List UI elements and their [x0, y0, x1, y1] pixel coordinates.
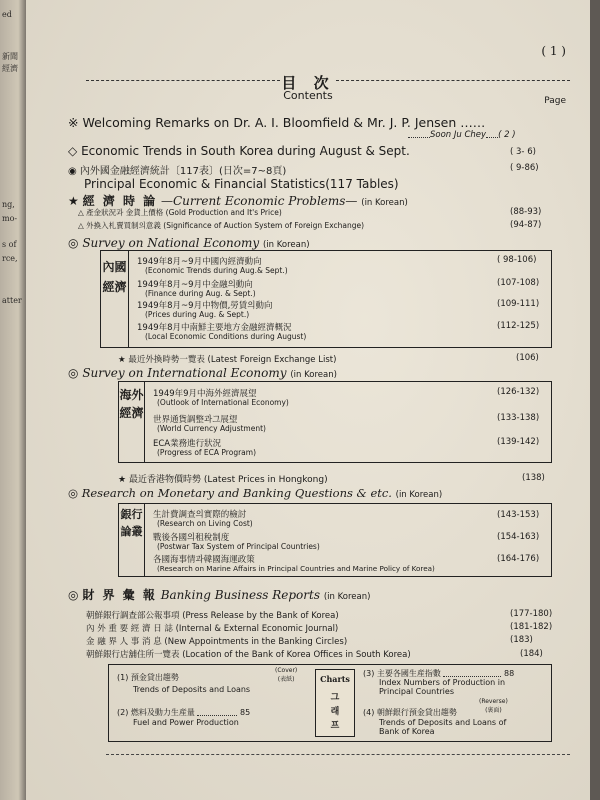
international-item: 1949年9月中海外經濟展望 — [153, 389, 257, 399]
statistics-english: Principal Economic & Financial Statistics(117 Tables) — [84, 177, 399, 191]
circle-bullet-icon: ◎ — [68, 588, 79, 602]
international-item: ECA業務進行狀況 — [153, 439, 222, 449]
chart-item-1 — [117, 672, 179, 683]
national-side-label: 內國經濟 — [101, 251, 129, 347]
adjacent-fragment: 新聞 — [2, 52, 18, 61]
triangle-icon: △ — [78, 208, 84, 217]
banking-item: 朝鮮銀行調查部公報事項 (Press Release by the Bank of Korea) — [86, 611, 339, 621]
chart-kr: 朝鮮銀行預金貸出趨勢 — [376, 708, 457, 717]
entry-page: (94-87) — [510, 220, 542, 230]
adjacent-fragment: rce, — [2, 254, 18, 263]
star-icon: ★ — [118, 355, 126, 365]
toc-entry-welcoming — [68, 115, 485, 130]
adjacent-fragment: mo- — [2, 214, 18, 223]
banking-item: 金 融 界 人 事 消 息 (New Appointments in the Banking Circles) — [86, 637, 348, 647]
entry-page: (139-142) — [497, 437, 540, 447]
diamond-icon: ◇ — [68, 144, 78, 158]
star-icon: ★ — [68, 194, 79, 208]
charts-box — [108, 664, 552, 742]
chart-kr: 預金貸出趨勢 — [130, 673, 179, 682]
research-item: 生計費調查의實際的檢討 — [153, 510, 247, 520]
entry-page: (106) — [516, 353, 539, 363]
entry-page: ( 2 ) — [498, 130, 516, 140]
section-lang: (in Korean) — [262, 240, 310, 250]
chart-number: (3) — [363, 669, 375, 678]
national-item-en: (Economic Trends during Aug.& Sept.) — [145, 266, 288, 275]
chart-note-kr: (裏面) — [485, 707, 502, 714]
research-box — [118, 503, 552, 577]
circle-bullet-icon: ◎ — [68, 236, 79, 250]
author-name: Soon Ju Chey — [430, 130, 487, 140]
entry-page: (112-125) — [497, 321, 540, 331]
adjacent-fragment: 經濟 — [2, 64, 18, 73]
adjacent-fragment: atter — [2, 296, 22, 305]
star-icon: ★ — [118, 475, 127, 485]
charts-label: Charts — [320, 674, 350, 684]
toc-subtitle: Contents — [283, 89, 333, 102]
entry-text: —Current Economic Problems— — [160, 194, 358, 208]
toc-entry-statistics — [68, 162, 286, 177]
chart-note-en: (Reverse) — [479, 698, 508, 705]
national-item: 1949年8月~9月中物價,勞賃의動向 — [137, 301, 273, 311]
section-title: Survey on International Economy — [82, 366, 287, 380]
chart-title-en: Bank of Korea — [379, 727, 435, 736]
entry-page: ( 98-106) — [497, 255, 537, 265]
charts-kr: 프 — [330, 721, 340, 731]
chart-kr: 主要各國生産指數 — [376, 669, 441, 678]
international-item: 世界通貨調整과그展望 — [153, 415, 238, 425]
chart-note — [275, 667, 297, 683]
chart-page: 88 — [503, 669, 515, 678]
chart-title-en: Index Numbers of Production in — [379, 678, 506, 687]
chart-item-4 — [363, 707, 457, 718]
entry-kr: 經 濟 時 論 — [82, 194, 158, 208]
section-title: Research on Monetary and Banking Questions & etc. — [81, 486, 392, 500]
research-item-en: (Research on Living Cost) — [157, 519, 253, 528]
adjacent-fragment: ng, — [2, 200, 15, 209]
charts-center-badge — [315, 669, 355, 737]
entry-page: (164-176) — [497, 554, 540, 564]
toc-subentry — [78, 207, 282, 218]
research-item-en: (Postwar Tax System of Principal Countries) — [157, 542, 320, 551]
entry-page: (184) — [520, 649, 543, 659]
section-heading-international — [68, 366, 337, 380]
national-box — [100, 250, 552, 348]
entry-text: Economic Trends in South Korea during August & Sept. — [81, 144, 410, 158]
toc-title: 目 次 — [281, 74, 335, 92]
banking-item: 內 外 重 要 經 濟 日 誌 (Internal & External Economic Journal) — [86, 624, 339, 634]
chart-number: (1) — [117, 673, 129, 682]
research-item-en: (Research on Marine Affairs in Principal Countries and Marine Policy of Korea) — [157, 564, 435, 573]
chart-number: (4) — [363, 708, 375, 717]
banking-item: 朝鮮銀行店舖住所一覽表 (Location of the Bank of Korea Offices in South Korea) — [86, 650, 411, 660]
entry-page: (88-93) — [510, 207, 542, 217]
entry-lang: (in Korean) — [361, 198, 408, 208]
entry-page: (107-108) — [497, 278, 540, 288]
chart-note-kr: (表紙) — [277, 676, 295, 683]
entry-page: (126-132) — [497, 387, 540, 397]
entry-text: Welcoming Remarks on Dr. A. I. Bloomfield & Mr. J. P. Jensen …… — [82, 115, 486, 130]
national-item-en: (Prices during Aug. & Sept.) — [145, 310, 250, 319]
document-page — [26, 0, 590, 800]
title-rule-right — [336, 80, 570, 81]
entry-page: (109-111) — [497, 299, 540, 309]
toc-entry-foreign-exchange — [118, 353, 336, 365]
chart-number: (2) — [117, 708, 129, 717]
bottom-rule — [106, 754, 570, 755]
section-title: Survey on National Economy — [82, 236, 260, 250]
subentry-text: 外換入札賣買制의意義 (Significance of Auction System of Foreign Exchange) — [86, 221, 365, 230]
page-column-label: Page — [544, 96, 566, 106]
section-kr: 財 界 彙 報 — [82, 588, 157, 602]
entry-page: (154-163) — [497, 532, 540, 542]
research-side-label: 銀行論叢 — [119, 504, 145, 576]
research-item: 各國海事情과韓國海運政策 — [153, 555, 255, 565]
chart-item-2 — [117, 707, 250, 718]
circle-bullet-icon: ◎ — [68, 366, 79, 380]
entry-page: (183) — [510, 635, 533, 645]
national-item-en: (Finance during Aug. & Sept.) — [145, 289, 256, 298]
page-edge-shadow — [590, 0, 600, 800]
chart-note — [479, 698, 508, 714]
circle-bullet-icon: ◎ — [68, 486, 79, 500]
international-box — [118, 381, 552, 463]
international-item-en: (Outlook of International Economy) — [157, 398, 289, 407]
chart-title-en: Principal Countries — [379, 687, 454, 696]
national-item: 1949年8月~9月中金融의動向 — [137, 280, 253, 290]
international-item-en: (World Currency Adjustment) — [157, 424, 266, 433]
international-item-en: (Progress of ECA Program) — [157, 448, 256, 457]
reference-mark-icon: ※ — [68, 115, 79, 130]
section-title: Banking Business Reports — [160, 588, 320, 602]
chart-title-en: Fuel and Power Production — [133, 718, 239, 727]
toc-entry-hongkong — [118, 472, 328, 485]
section-heading-banking — [68, 586, 370, 603]
entry-text: 最近香港物價時勢 (Latest Prices in Hongkong) — [128, 475, 328, 485]
entry-page: (181-182) — [510, 622, 553, 632]
chart-page: 85 — [239, 708, 251, 717]
national-item: 1949年8月中南鮮主要地方金融經濟概況 — [137, 323, 292, 333]
adjacent-page-strip — [0, 0, 26, 800]
adjacent-fragment: ed — [2, 10, 12, 19]
section-lang: (in Korean) — [323, 592, 371, 602]
section-heading-national — [68, 236, 310, 250]
entry-page: ( 3- 6) — [510, 147, 536, 157]
research-item: 戰後各國의租稅制度 — [153, 533, 230, 543]
chart-note-en: (Cover) — [275, 667, 298, 674]
page-number: ( 1 ) — [541, 44, 566, 58]
title-rule-left — [86, 80, 280, 81]
toc-subentry — [78, 220, 364, 231]
entry-text: 最近外換時勢一覽表 (Latest Foreign Exchange List) — [128, 355, 337, 365]
section-lang: (in Korean) — [395, 490, 443, 500]
charts-kr: 래 — [330, 707, 340, 717]
triangle-icon: △ — [78, 221, 84, 230]
chart-title-en: Trends of Deposits and Loans of — [379, 718, 507, 727]
entry-page: (138) — [522, 473, 545, 483]
subentry-text: 產金狀況과 金貨上價格 (Gold Production and It's Price) — [86, 208, 282, 217]
entry-page: (143-153) — [497, 510, 540, 520]
chart-title-en: Trends of Deposits and Loans — [133, 685, 251, 694]
section-lang: (in Korean) — [290, 370, 337, 380]
adjacent-fragment: s of — [2, 240, 17, 249]
section-heading-research — [68, 486, 442, 500]
charts-kr: 그 — [330, 693, 340, 703]
entry-page: (177-180) — [510, 609, 553, 619]
national-item: 1949年8月~9月中國內經濟動向 — [137, 257, 262, 267]
chart-kr: 燃料及動力生産量 — [130, 708, 195, 717]
circle-bullet-icon: ◉ — [68, 166, 77, 177]
national-item-en: (Local Economic Conditions during August) — [145, 332, 307, 341]
entry-page: (133-138) — [497, 413, 540, 423]
author-line — [408, 130, 516, 140]
entry-page: ( 9-86) — [510, 163, 539, 173]
entry-text: 內外國金融經濟統計〔117表〕(日次=7~8頁) — [79, 166, 287, 177]
international-side-label: 海外經濟 — [119, 382, 145, 462]
toc-entry-trends — [68, 144, 410, 158]
